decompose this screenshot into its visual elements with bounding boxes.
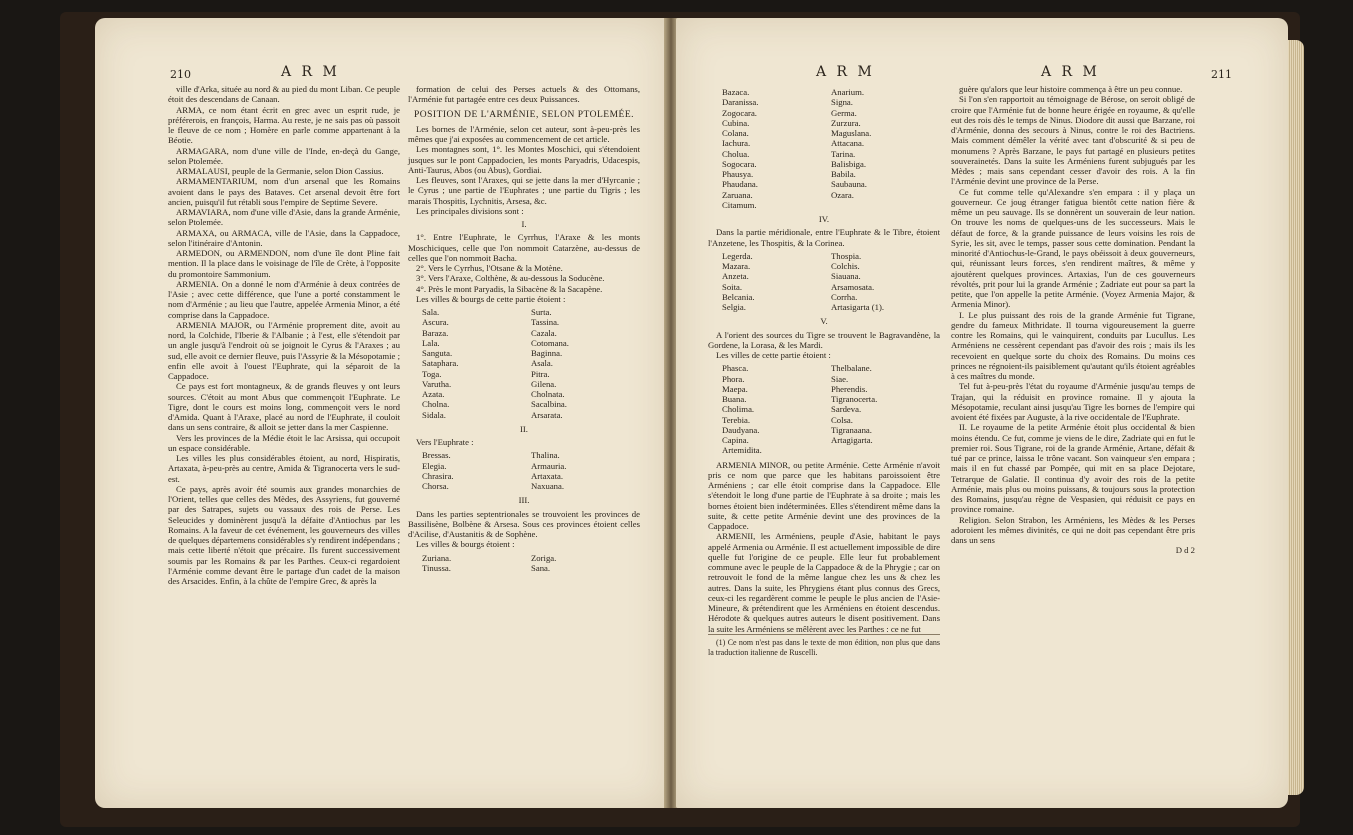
- paragraph: ARMAMENTARIUM, nom d'un arsenal que les Romains avoient dans le pays des Bataves. Cet arsenal devoit être fort ancien, puisqu'il fut rétabli sous l'empire de Septime Severe.: [168, 176, 400, 207]
- paragraph: ARMAVIARA, nom d'une ville d'Asie, dans la grande Arménie, selon Ptolemée.: [168, 207, 400, 228]
- town-name: Pherendis.: [831, 383, 868, 394]
- section-heading: POSITION DE L'ARMÉNIE, SELON PTOLEMÉE.: [413, 109, 635, 120]
- paragraph: Les principales divisions sont :: [416, 205, 524, 216]
- town-name: [831, 200, 940, 210]
- town-list: [722, 363, 940, 455]
- town-name: Thalina.: [531, 450, 560, 461]
- paragraph: ARMENII, les Arméniens, peuple d'Asie, habitant le pays appelé Armenia ou Arménie. Il est actuellement impossible de dire quelle fut l'origine de ce peuple. Elle leur fut probablement commune avec le peuple de la Cappadoce & de la Phrygie ; car on retrouvoit le fond de la même langue chez les uns & chez les autres. Dans la suite, les Phrygiens étant plus connus des Grecs, ceux-ci les regardèrent comme le peuple le plus ancien de l'Asie-Mineure, & prétendirent que les Arméniens en étoient descendus. Hérodote & quelques autres auteurs le disent positivement. Dans la suite les Arméniens se mêlèrent avec les Parthes : ce ne fut: [708, 531, 940, 634]
- paragraph: ARMENIA. On a donné le nom d'Arménie à deux contrées de l'Asie ; avec cette différence, que l'une a porté constamment le nom d'Arménie ; au lieu que l'autre, appelée Armenia Minor, a été comprise dans la Cappadoce.: [168, 278, 400, 320]
- paragraph: Vers les provinces de la Médie étoit le lac Arsissa, qui occupoit un espace considérable.: [168, 432, 400, 453]
- town-name: Lala.: [422, 337, 440, 348]
- town-name: Cholua.: [722, 148, 750, 159]
- town-name: Armauria.: [531, 460, 567, 471]
- left-page: [95, 18, 667, 808]
- town-list: [722, 87, 940, 210]
- town-name: Zurzura.: [831, 117, 861, 128]
- town-name: Surta.: [531, 307, 552, 317]
- paragraph: ville d'Arka, située au nord & au pied du mont Liban. Ce peuple étoit des descendans de Canaan.: [168, 84, 400, 105]
- town-name: Asala.: [531, 358, 553, 369]
- footnote: (1) Ce nom n'est pas dans le texte de mon édition, non plus que dans la traduction italienne de Ruscelli.: [708, 634, 940, 659]
- town-name: Iachura.: [722, 138, 751, 149]
- town-list: [422, 553, 640, 574]
- paragraph: Les fleuves, sont l'Araxes, qui se jette dans la mer d'Hyrcanie ; le Cyrus ; une partie de l'Euphrates ; une partie du Tigris ; les marais Thospitis, Lychnitis, Arsesa, &c.: [408, 175, 640, 206]
- paragraph: ARMALAUSI, peuple de la Germanie, selon Dion Cassius.: [176, 166, 384, 176]
- town-name: Maguslana.: [831, 128, 872, 138]
- town-name: Sogocara.: [722, 158, 757, 169]
- town-name: Colsa.: [831, 414, 853, 425]
- left-column-2: [408, 84, 640, 577]
- section-number: IV.: [818, 214, 830, 224]
- town-name: Cubina.: [722, 117, 750, 128]
- right-column-2: [951, 84, 1195, 556]
- paragraph: ARMAGARA, nom d'une ville de l'Inde, en-deçà du Gange, selon Ptolemée.: [168, 145, 400, 166]
- town-name: Artemidita.: [722, 445, 762, 456]
- town-name: Phaudana.: [722, 179, 758, 190]
- town-name: Legerda.: [722, 250, 753, 261]
- town-name: Artasigarta (1).: [831, 302, 885, 312]
- town-name: Siauana.: [831, 271, 861, 282]
- town-name: Zoriga.: [531, 552, 557, 563]
- town-name: Colana.: [722, 128, 749, 138]
- town-name: Babila.: [831, 169, 856, 179]
- town-name: Baraza.: [422, 327, 449, 338]
- town-name: Gilena.: [531, 378, 557, 389]
- town-name: Toga.: [422, 368, 442, 379]
- running-head-left: A R M: [281, 64, 340, 80]
- town-name: Capina.: [722, 435, 749, 445]
- town-name: Tinussa.: [422, 562, 451, 573]
- town-name: Colchis.: [831, 261, 860, 271]
- paragraph: 1°. Entre l'Euphrate, le Cyrrhus, l'Araxe & les monts Moschiciques, celle que l'on nommoit Catarzène, au-dessus de celles que l'on nommoit Bacha.: [408, 232, 640, 263]
- right-column-1: [708, 84, 940, 658]
- town-name: Tassina.: [531, 317, 560, 328]
- town-name: Sana.: [531, 562, 551, 573]
- paragraph: Ce pays, après avoir été soumis aux grandes monarchies de l'Orient, telles que celles des Mèdes, des Assyriens, fut gouverné par des Satrapes, sujets ou vassaux des rois de Perse. Les Seleucides y dominèrent jusqu'à la défaite d'Antiochus par les Romains. A la faveur de cet événement, les gouverneurs des villes de quelques départemens considérables s'y rendirent indépendans ; mais cette liberté n'étoit que précaire. Ils furent successivement soumis par les Romains & par les Parthes. Ceux-ci regardoient l'Arménie comme devant être le partage d'un cadet de la maison des Arsacides. Enfin, à la chûte de l'empire Grec, & après la: [168, 483, 400, 586]
- town-name: Artaxata.: [531, 470, 564, 481]
- town-name: Ascura.: [422, 317, 449, 328]
- paragraph: Les villes & bourgs de cette partie étoient :: [416, 293, 566, 304]
- paragraph: Les villes & bourgs étoient :: [416, 539, 515, 550]
- town-name: Bazaca.: [722, 87, 750, 97]
- town-name: Phausya.: [722, 169, 754, 179]
- town-name: Phora.: [722, 373, 745, 384]
- town-name: Phasca.: [722, 363, 749, 374]
- town-name: Chrasira.: [422, 470, 454, 481]
- folio-left: 210: [170, 68, 191, 81]
- paragraph: Les villes de cette partie étoient :: [716, 350, 831, 360]
- town-name: Thelbalane.: [831, 363, 872, 374]
- town-name: Bressas.: [422, 450, 451, 461]
- paragraph: Les bornes de l'Arménie, selon cet auteur, sont à-peu-près les mêmes que j'ai exposées au commencement de cet article.: [408, 123, 640, 144]
- town-name: Artagigarta.: [831, 435, 873, 445]
- town-name: Cholima.: [722, 404, 755, 415]
- town-name: Soita.: [722, 281, 743, 292]
- town-name: Naxuana.: [531, 481, 565, 491]
- signature-mark: D d 2: [1175, 545, 1195, 556]
- town-name: Tarina.: [831, 148, 856, 159]
- left-column-1: [168, 84, 400, 586]
- paragraph: A l'orient des sources du Tigre se trouvent le Bagravandène, la Gordene, la Lorasa, & les Mardi.: [708, 329, 940, 350]
- section-number: V.: [820, 316, 828, 327]
- town-name: Citamum.: [722, 199, 757, 210]
- town-name: Pitra.: [531, 368, 550, 379]
- folio-right: 211: [1211, 68, 1232, 81]
- paragraph: ARMEDON, ou ARMENDON, nom d'une île dont Pline fait mention. Il la place dans le voisinage de l'île de Crète, à l'opposite du promontoire Sammonium.: [168, 248, 400, 279]
- paragraph: Ce fut comme telle qu'Alexandre s'en empara : il y plaça un gouverneur. Ce joug étranger fatigua bientôt cette nation fière & même un peu sauvage. Ils se donnèrent un souverain de leur nation. On trouve les noms de quelques-uns de les successeurs. Mais le défaut de force, & la grande puissance de leurs voisins les rois de Syrie, les sit, avec le temps, passer sous cette domination. Pendant la minorité d'Antiochus-le-Grand, le pays obéissoit à deux gouverneurs, qui, réunissant leurs forces, s'en rendirent maîtres, & même y ajoutèrent quelques provinces. Artaxias, l'un de ces gouverneurs révoltés, prit pour lui la grande Arménie ; Zadriate eut pour sa part la petite, que l'on appelle la petite Arménie. (Voyez Armenia Major, & Armenia Minor).: [951, 186, 1195, 310]
- paragraph: Dans les parties septentrionales se trouvoient les provinces de Bassilisène, Bolbène & Arsesa. Sous ces provinces étoient celles d'Acilise, d'Austanitis & de Sophène.: [408, 508, 640, 539]
- section-number: III.: [518, 495, 530, 506]
- town-name: Azata.: [422, 389, 445, 399]
- town-name: Sardeva.: [831, 404, 862, 415]
- town-name: Attacana.: [831, 138, 865, 149]
- paragraph: ARMENIA MAJOR, ou l'Arménie proprement dite, avoit au nord, la Colchide, l'Iberie & l'Albanie ; à l'est, elle s'étendoit par un angle jusqu'à l'endroit où se joignoit le Cyrus & l'Araxes ; au sud, elle avoit ce dernier fleuve, puis l'Assyrie & la Mésopotamie ; enfin elle avoit à l'ouest l'Euphrate, qui la séparoit de la Cappadoce.: [168, 319, 400, 381]
- town-name: Cotomana.: [531, 337, 569, 348]
- town-name: Ozara.: [831, 189, 854, 200]
- running-head-right-1: A R M: [816, 64, 875, 80]
- town-name: Anarium.: [831, 87, 865, 97]
- paragraph: Si l'on s'en rapportoit au témoignage de Bérose, on seroit obligé de croire que l'Arménie fut de bonne heure érigée en royaume, & qu'elle eut des rois dès le temps de Ninus. Diodore dit aussi que Barzane, roi d'Arménie, donna des secours à Ninus, contre le roi des Bactriens. Mais comment démêler la vérité avec tant d'obscurité & si peu de monumens ? Après Barzane, le pays fut partagé en plusieurs petites souverainetés. Dans la suite les Arméniens furent subjugués par les Mèdes ; mais sans cependant cesser d'avoir des rois. A la fin l'Arménie devint une province de la Perse.: [951, 94, 1195, 187]
- town-name: Signa.: [831, 97, 853, 108]
- town-name: Sacalbina.: [531, 399, 567, 410]
- town-name: Germa.: [831, 107, 857, 118]
- town-name: Siae.: [831, 373, 849, 384]
- paragraph: Les montagnes sont, 1°. les Montes Moschici, qui s'étendoient jusques sur le pont Cappadocien, les monts Paryadris, Udacespis, Anti-Taurus, Abos (ou Abus), Gordiai.: [408, 144, 640, 175]
- town-name: Elegia.: [422, 460, 447, 471]
- town-name: Sanguta.: [422, 348, 453, 358]
- town-list: [422, 450, 640, 491]
- town-name: Daranissa.: [722, 97, 759, 108]
- town-name: Corrha.: [831, 291, 858, 302]
- town-name: Sidala.: [422, 409, 446, 420]
- town-name: Anzeta.: [722, 271, 749, 282]
- paragraph: 2°. Vers le Cyrrhus, l'Otsane & la Motène.: [416, 263, 563, 273]
- town-name: Baginna.: [531, 348, 563, 358]
- paragraph: Tel fut à-peu-près l'état du royaume d'Arménie jusqu'au temps de Trajan, qui la réduisit en province romaine. Il y ajouta la Mésopotamie, reculant ainsi jusqu'au Tigre les bornes de l'empire qui avoient été fixées par Auguste, à la rive occidentale de l'Euphrate.: [951, 381, 1195, 422]
- paragraph: Religion. Selon Strabon, les Arméniens, les Mèdes & les Perses adoroient les mêmes divinités, ce qui ne doit pas cependant être pris dans un sens: [951, 514, 1195, 545]
- paragraph: ARMAXA, ou ARMACA, ville de l'Asie, dans la Cappadoce, selon l'itinéraire d'Antonin.: [168, 227, 400, 248]
- paragraph: Dans la partie méridionale, entre l'Euphrate & le Tibre, étoient l'Anzetene, les Thospitis, & la Corinea.: [708, 227, 940, 248]
- town-name: Varutha.: [422, 378, 452, 389]
- town-name: Terebia.: [722, 414, 751, 425]
- paragraph: I. Le plus puissant des rois de la grande Arménie fut Tigrane, gendre du fameux Mithridate. Il tourna vigoureusement la guerre contre les Romains, qui le vainquirent, conduits par Lucullus. Les Arméniens ne cessèrent cependant pas d'avoir des rois ; mais ils les recevoient en quelque sorte du choix des Romains. Du moins ces princes ne régnoient-ils paisiblement qu'autant qu'ils étoient agréables à ces maîtres du monde.: [951, 309, 1195, 381]
- town-name: Chorsa.: [422, 481, 449, 491]
- town-name: Buana.: [722, 394, 747, 404]
- town-name: Maepa.: [722, 383, 748, 394]
- paragraph: ARMA, ce nom étant écrit en grec avec un esprit rude, je préférerois, en françois, Harma. Au reste, je ne sais pas où passoit le fleuve de ce nom ; Homère en parle comme appartenant à la Béotie.: [168, 104, 400, 146]
- town-name: Thospia.: [831, 250, 862, 261]
- town-name: Selgia.: [722, 302, 746, 312]
- paragraph: guère qu'alors que leur histoire commença à être un peu connue.: [959, 84, 1183, 94]
- town-name: Cazala.: [531, 327, 557, 338]
- town-name: Daudyana.: [722, 424, 760, 435]
- section-number: I.: [521, 219, 527, 229]
- town-name: Sala.: [422, 307, 440, 317]
- paragraph: 4°. Près le mont Paryadis, la Sibacène & la Sacapène.: [416, 283, 603, 294]
- paragraph: 3°. Vers l'Araxe, Colthène, & au-dessous la Soducène.: [416, 273, 605, 284]
- town-name: Arsarata.: [531, 409, 563, 420]
- town-name: Tigranocerta.: [831, 394, 878, 404]
- town-name: Tigranaana.: [831, 424, 872, 435]
- town-list: [422, 307, 640, 420]
- town-name: Belcania.: [722, 291, 755, 302]
- town-name: Zogocara.: [722, 107, 757, 118]
- town-name: Zaruana.: [722, 189, 753, 200]
- town-name: Balisbiga.: [831, 158, 866, 169]
- paragraph: Vers l'Euphrate :: [416, 437, 474, 447]
- town-name: Sataphara.: [422, 358, 459, 369]
- town-name: Zuriana.: [422, 552, 452, 563]
- town-name: Arsamosata.: [831, 281, 875, 292]
- right-page: [676, 18, 1288, 808]
- running-head-right-2: A R M: [1041, 64, 1100, 80]
- paragraph: Les villes les plus considérables étoient, au nord, Hispiratis, Artaxata, à-peu-près au centre, Amida & Tigranocerta vers le sud-est.: [168, 453, 400, 484]
- paragraph: ARMENIA MINOR, ou petite Arménie. Cette Arménie n'avoit pris ce nom que parce que les habitans paroissoient être Arméniens ; car elle étoit comprise dans la Cappadoce. Elle s'étendoit le long d'une partie de l'Euphrate à sa droite ; mais les bornes étoient bien indéterminées. Elles s'étendirent même dans la suite, & cette petite Arménie devint une des provinces de la Cappadoce.: [708, 459, 940, 531]
- town-name: Cholnata.: [531, 389, 565, 399]
- town-name: Saubauna.: [831, 179, 867, 190]
- paragraph: Ce pays est fort montagneux, & de grands fleuves y ont leurs sources. C'étoit au mont Abus que commençoit l'Euphrate. Le Tigre, dont le cours est moins long, commençoit vers le nord d'Amida. Quant à l'Araxe, placé au nord de l'Euphrate, il couloit dans un sens contraire, & alloit se jetter dans la mer Caspienne.: [168, 381, 400, 433]
- paragraph: II. Le royaume de la petite Arménie étoit plus occidental & bien moins étendu. Ce fut, comme je viens de le dire, Zadriate qui en fut le premier roi. Sous Tigrane, roi de la grande Arménie, Artane, défait & tué par ce prince, laissa le trône vacant. Son vainqueur s'en empara ; mais il en fut chassé par Pompée, qui mit en sa place Dejotare, Tetrarque de Galatie. Il continua d'y avoir des rois de la petite Arménie, mais plus ou moins puissans, & toujours sous la protection des Romains, jusqu'au règne de Vespasien, qui réduisit ce pays en province romaine.: [951, 422, 1195, 515]
- section-number: II.: [520, 423, 528, 434]
- town-name: Mazara.: [722, 261, 751, 271]
- page-edges: [1286, 40, 1304, 795]
- town-list: [722, 251, 940, 313]
- paragraph: formation de celui des Perses actuels & des Ottomans, l'Arménie fut partagée entre ces deux Puissances.: [408, 84, 640, 105]
- town-name: Cholna.: [422, 399, 450, 410]
- town-name: [831, 445, 940, 455]
